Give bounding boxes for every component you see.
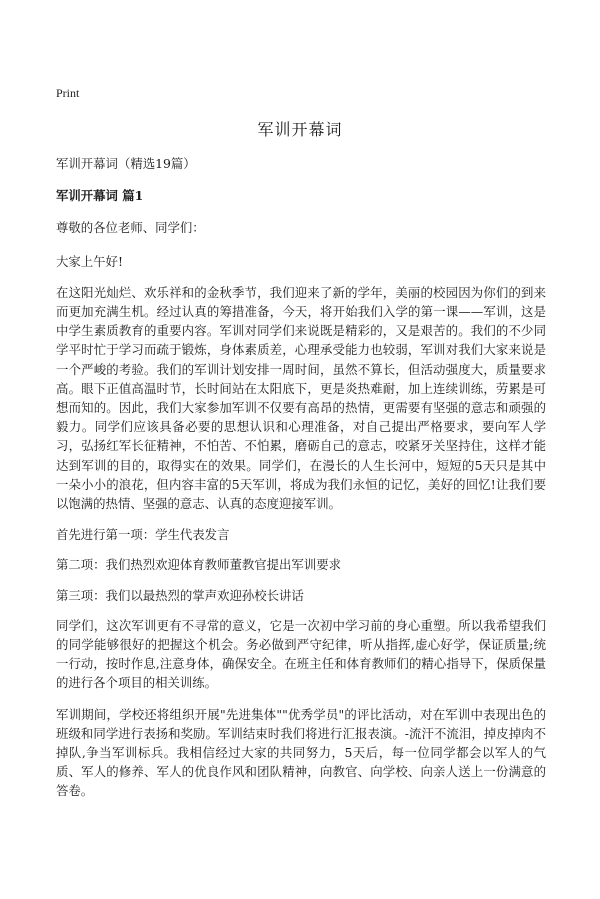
paragraph-significance: 同学们，这次军训更有不寻常的意义，它是一次初中学习前的身心重塑。所以我希望我们的同学能够很好的把握这个机会。务必做到严守纪律，听从指挥,虚心好学，保证质量;统一行动，按时作息,注意身体，确保安全。在班主任和体育教师们的精心指导下，保质保量的进行各个项目的相关训练。 [56,617,546,691]
paragraph-intro: 在这阳光灿烂、欢乐祥和的金秋季节，我们迎来了新的学年，美丽的校园因为你们的到来而更加充满生机。经过认真的筹措准备，今天，将开始我们入学的第一课——军训，这是中学生素质教育的重要内容。军训对同学们来说既是精彩的，又是艰苦的。我们的不少同学平时忙于学习而疏于锻炼，身体素质差，心理承受能力也较弱，军训对我们大家来说是一个严峻的考验。我们的军训计划安排一周时间，虽然不算长，但活动强度大，质量要求高。眼下正值高温时节，长时间站在太阳底下，更是炎热难耐，加上连续训练，劳累是可想而知的。因此，我们大家参加军训不仅要有高昂的热情，更需要有坚强的意志和顽强的毅力。同学们应该具备必要的思想认识和心理准备，对自己提出严格要求，要向军人学习，弘扬红军长征精神，不怕苦、不怕累，磨砺自己的意志，咬紧牙关坚持住，这样才能达到军训的目的，取得实在的效果。同学们，在漫长的人生长河中，短短的5天只是其中一朵小小的浪花，但内容丰富的5天军训，将成为我们永恒的记忆，美好的回忆!让我们要以饱满的热情、坚强的意志、认真的态度迎接军训。 [56,284,546,512]
document-subtitle: 军训开幕词（精选19篇） [56,156,196,171]
agenda-item-3: 第三项：我们以最热烈的掌声欢迎孙校长讲话 [56,587,304,603]
salutation: 尊敬的各位老师、同学们： [56,220,205,236]
paragraph-evaluation: 军训期间，学校还将组织开展"先进集体""优秀学员"的评比活动，对在军训中表现出色的班级和同学进行表扬和奖励。军训结束时我们将进行汇报表演。-流汗不流泪，掉皮掉肉不掉队,争当军训标兵。我相信经过大家的共同努力，5天后，每一位同学都会以军人的气质、军人的修养、军人的优良作风和团队精神，向教官、向学校、向亲人送上一份满意的答卷。 [56,706,546,799]
agenda-item-2: 第二项：我们热烈欢迎体育教师董教官提出军训要求 [56,557,341,573]
document-body [56,154,546,813]
document-title: 军训开幕词 [257,120,343,139]
agenda-item-1: 首先进行第一项：学生代表发言 [56,527,230,543]
greeting: 大家上午好! [56,253,123,269]
print-link[interactable]: Print [56,86,80,100]
section-heading: 军训开幕词 篇1 [56,188,144,204]
